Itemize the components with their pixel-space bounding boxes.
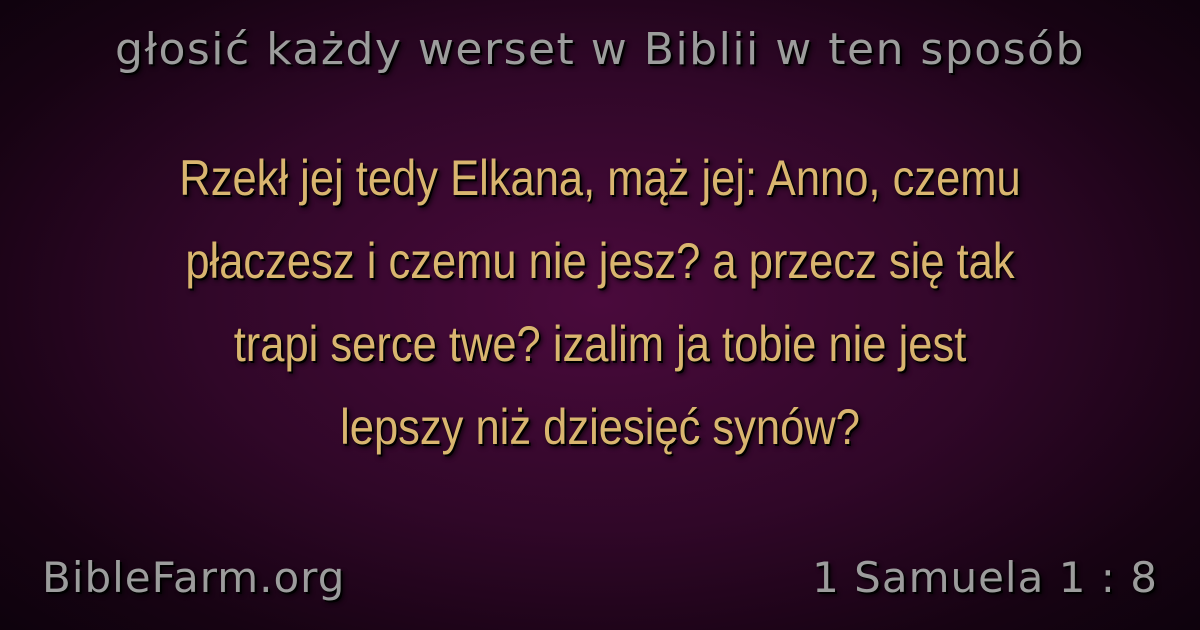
verse-line: lepszy niż dziesięć synów? [340,399,860,455]
verse-line: Rzekł jej tedy Elkana, mąż jej: Anno, czemu [179,150,1021,206]
verse-line: trapi serce twe? izalim ja tobie nie jest [233,316,967,372]
tagline: głosić każdy werset w Biblii w ten sposób [115,24,1085,75]
verse-reference: 1 Samuela 1 : 8 [812,553,1158,602]
verse-text [122,137,1079,469]
verse-line: płaczesz i czemu nie jesz? a przecz się tak [185,233,1015,289]
site-name: BibleFarm.org [42,553,346,602]
